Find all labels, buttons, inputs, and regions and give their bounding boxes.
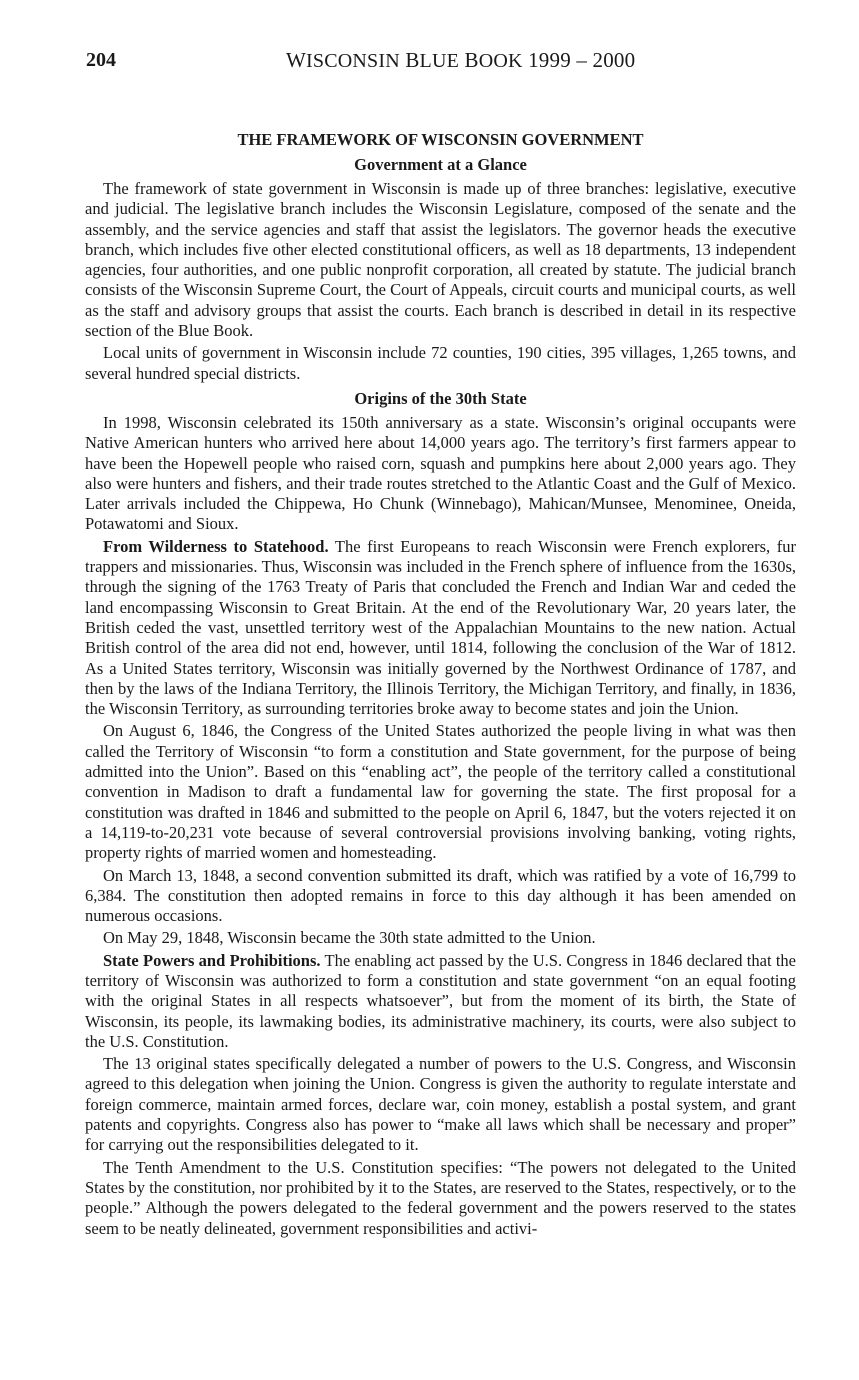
run-in-heading: From Wilderness to Statehood. [103,536,329,556]
article-title: THE FRAMEWORK OF WISCONSIN GOVERNMENT [237,130,644,149]
paragraph: On May 29, 1848, Wisconsin became the 30th state admitted to the Union. [103,928,596,948]
paragraph-text: The first Europeans to reach Wisconsin were French explorers, fur trappers and missionaries. Thus, Wisconsin was included in the French sphere of influence from the 1630s, through the signing of the 1763 Treaty of Paris that concluded the French and Indian War and ceded the land encompassing Wisconsin to Great Britain. At the end of the Revolutionary War, 20 years later, the British ceded the vast, unsettled territory west of the Appalachian Mountains to the new nation. Actual British control of the area did not end, however, until 1814, following the conclusion of the War of 1812. As a United States territory, Wisconsin was initially governed by the Northwest Ordinance of 1787, and then by the laws of the Indiana Territory, the Illinois Territory, the Michigan Territory, and finally, in 1836, the Wisconsin Territory, as surrounding territories broke away to become states and join the Union. [85,536,796,719]
running-head-years: 1999 – 2000 [528,48,636,72]
paragraph: The Tenth Amendment to the U.S. Constitution specifies: “The powers not delegated to the United States by the constitution, nor prohibited by it to the States, are reserved to the States, respectively, or to the people.” Although the powers delegated to the federal government and the powers reserved to the states seem to be neatly delineated, government responsibilities and activi- [85,1157,796,1238]
running-head-word: B [405,48,420,72]
paragraph: On August 6, 1846, the Congress of the United States authorized the people living in what was then called the Territory of Wisconsin “to form a constitution and State government, for the purpose of being admitted into the Union”. Based on this “enabling act”, the people of the territory called a constitutional convention in Madison to draft a fundamental law for governing the state. The first proposal for a constitution was drafted in 1846 and submitted to the people on April 6, 1847, but the voters rejected it on a 14,119-to-20,231 vote because of several controversial provisions involving banking, voting rights, property rights of married women and homesteading. [85,721,796,863]
section-heading-glance: Government at a Glance [354,155,527,174]
paragraph [85,951,796,1052]
paragraph: The framework of state government in Wisconsin is made up of three branches: legislative, executive and judicial. The legislative branch includes the Wisconsin Legislature, composed of the senate and the assembly, and the service agencies and staff that assist the legislators. The governor heads the executive branch, which includes five other elected constitutional officers, as well as 18 departments, 13 independent agencies, four authorities, and one public nonprofit corporation, all created by statute. The judicial branch consists of the Wisconsin Supreme Court, the Court of Appeals, circuit courts and municipal courts, as well as the staff and advisory groups that assist the courts. Each branch is described in detail in its respective section of the Blue Book. [85,179,796,341]
paragraph-text: The enabling act passed by the U.S. Congress in 1846 declared that the territory of Wisconsin was authorized to form a constitution and state government “on an equal footing with the original States in all respects whatsoever”, but from the moment of its birth, the State of Wisconsin, its people, its lawmaking bodies, its administrative machinery, its courts, were also subject to the U.S. Constitution. [85,950,796,1051]
paragraph [85,537,796,720]
article-body [85,128,796,1241]
running-head-smallcaps: ISCONSIN [306,50,400,72]
running-head-word: W [286,48,307,72]
paragraph: Local units of government in Wisconsin include 72 counties, 190 cities, 395 villages, 1,265 towns, and several hundred special districts. [85,343,796,383]
section-heading-origins: Origins of the 30th State [354,388,527,408]
page-number: 204 [86,49,116,71]
run-in-heading: State Powers and Prohibitions. [103,950,321,970]
paragraph: In 1998, Wisconsin celebrated its 150th anniversary as a state. Wisconsin’s original occupants were Native American hunters who arrived here about 14,000 years ago. The territory’s first farmers appear to have been the Hopewell people who raised corn, squash and pumpkins here about 2,000 years ago. They also were hunters and fishers, and their trade routes stretched to the Atlantic Coast and the Gulf of Mexico. Later arrivals included the Chippewa, Ho Chunk (Winnebago), Mahican/Munsee, Menominee, Oneida, Potawatomi and Sioux. [85,412,796,534]
running-head-smallcaps: LUE [419,50,460,72]
paragraph: The 13 original states specifically delegated a number of powers to the U.S. Congress, and Wisconsin agreed to this delegation when joining the Union. Congress is given the authority to regulate interstate and foreign commerce, maintain armed forces, declare war, coin money, establish a postal system, and grant patents and copyrights. Congress also has power to “make all laws which shall be necessary and proper” for carrying out the responsibilities delegated to it. [85,1054,796,1155]
running-head [286,46,635,75]
running-head-word: B [464,48,479,72]
paragraph: On March 13, 1848, a second convention submitted its draft, which was ratified by a vote of 16,799 to 6,384. The constitution then adopted remains in force to this day although it has been amended on numerous occasions. [85,865,796,926]
running-head-smallcaps: OOK [478,50,523,72]
